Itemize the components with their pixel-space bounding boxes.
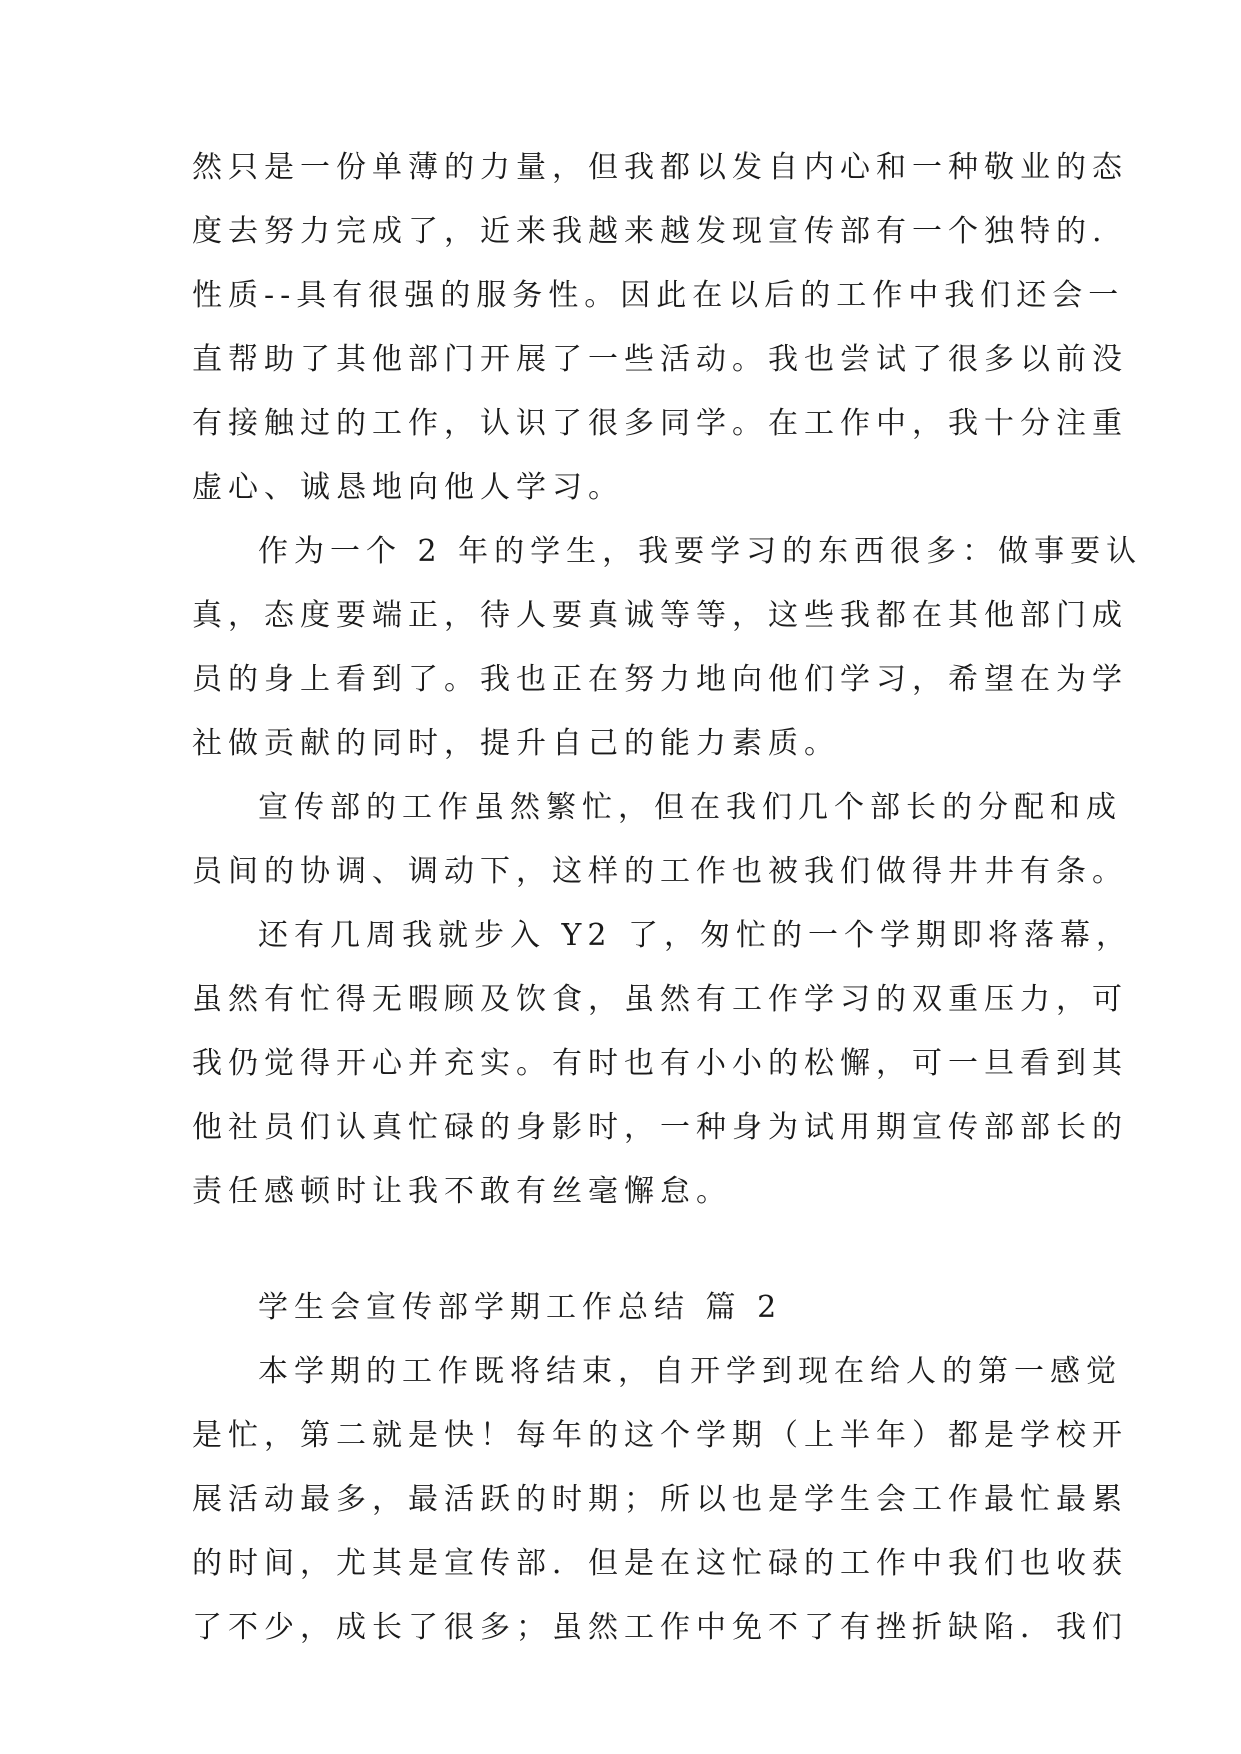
text-line: 责任感顿时让我不敢有丝毫懈怠。: [192, 1174, 732, 1209]
section-heading: 学生会宣传部学期工作总结 篇 2: [258, 1290, 783, 1325]
text-line: 员间的协调、调动下，这样的工作也被我们做得井井有条。: [192, 854, 1128, 889]
text-line: 直帮助了其他部门开展了一些活动。我也尝试了很多以前没: [192, 342, 1128, 377]
text-line: 虚心、诚恳地向他人学习。: [192, 470, 624, 505]
text-line: 他社员们认真忙碌的身影时，一种身为试用期宣传部部长的: [192, 1110, 1128, 1145]
body-text-section-2: [192, 1276, 1128, 1660]
text-line: 真，态度要端正，待人要真诚等等，这些我都在其他部门成: [192, 598, 1128, 633]
text-line: 的时间，尤其是宣传部．但是在这忙碌的工作中我们也收获: [192, 1546, 1128, 1581]
text-line: 了不少，成长了很多；虽然工作中免不了有挫折缺陷．我们: [192, 1610, 1128, 1645]
text-line: 虽然有忙得无暇顾及饮食，虽然有工作学习的双重压力，可: [192, 982, 1128, 1017]
text-line: 社做贡献的同时，提升自己的能力素质。: [192, 726, 840, 761]
text-line: 有接触过的工作，认识了很多同学。在工作中，我十分注重: [192, 406, 1128, 441]
body-text-section-1: [192, 136, 1143, 1224]
text-line: 性质--具有很强的服务性。因此在以后的工作中我们还会一: [192, 278, 1125, 313]
text-line: 展活动最多，最活跃的时期；所以也是学生会工作最忙最累: [192, 1482, 1128, 1517]
text-line: 员的身上看到了。我也正在努力地向他们学习，希望在为学: [192, 662, 1128, 697]
text-line: 我仍觉得开心并充实。有时也有小小的松懈，可一旦看到其: [192, 1046, 1128, 1081]
text-line: 然只是一份单薄的力量，但我都以发自内心和一种敬业的态: [192, 150, 1128, 185]
text-line: 是忙，第二就是快！每年的这个学期（上半年）都是学校开: [192, 1418, 1128, 1453]
paragraph-start-line: 宣传部的工作虽然繁忙，但在我们几个部长的分配和成: [258, 790, 1122, 825]
paragraph-start-line: 还有几周我就步入 Y2 了，匆忙的一个学期即将落幕，: [258, 918, 1132, 953]
text-line: 度去努力完成了，近来我越来越发现宣传部有一个独特的.: [192, 214, 1108, 249]
paragraph-start-line: 本学期的工作既将结束，自开学到现在给人的第一感觉: [258, 1354, 1122, 1389]
paragraph-start-line: 作为一个 2 年的学生，我要学习的东西很多：做事要认: [258, 534, 1143, 569]
